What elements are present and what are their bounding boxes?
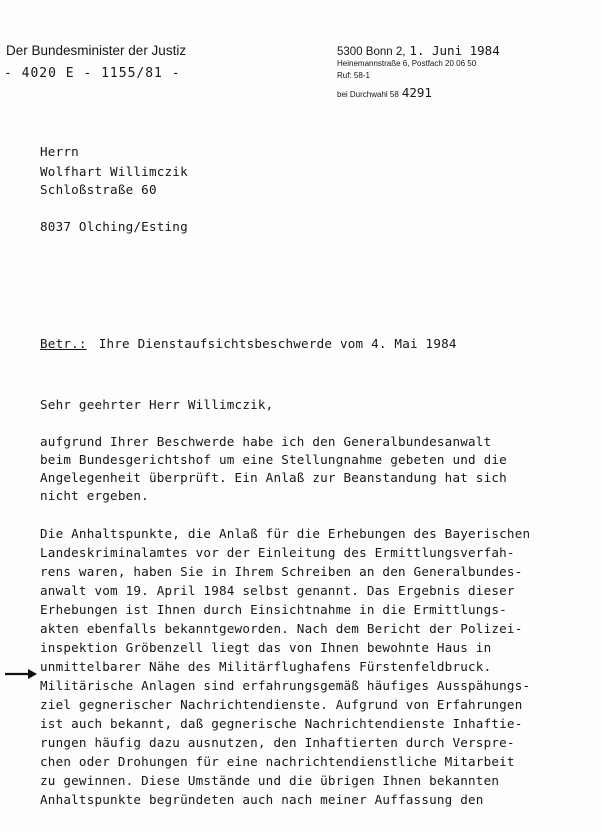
date: 1. Juni 1984 [409, 43, 500, 58]
extension-number: 4291 [401, 85, 432, 100]
text-line: Anhaltspunkte begründeten auch nach meiner Auffassung den [40, 792, 484, 807]
recipient-city: 8037 Olching/Esting [40, 219, 188, 234]
sender-name: Der Bundesminister der Justiz [6, 43, 187, 58]
text-line: Erhebungen ist Ihnen durch Einsichtnahme in die Ermittlungs- [40, 602, 507, 617]
ministry-address: Heinemannstraße 6, Postfach 20 06 50 [337, 59, 477, 68]
text-line: Militärische Anlagen sind erfahrungsgemäß häufiges Ausspähungs- [40, 678, 531, 693]
place: 5300 Bonn 2, [337, 46, 406, 58]
text-line: nicht ergeben. [40, 488, 149, 503]
text-line: anwalt vom 19. April 1984 selbst genannt. Das Ergebnis dieser [40, 583, 515, 598]
text-line: chen oder Drohungen für eine nachrichtendienstliche Mitarbeit [40, 754, 515, 769]
text-line: Landeskriminalamtes vor der Einleitung des Ermittlungsverfah- [40, 545, 515, 560]
text-line: ziel gegnerischer Nachrichtendienste. Aufgrund von Erfahrungen [40, 697, 523, 712]
phone-number: Ruf: 58-1 [337, 71, 370, 80]
subject-line [40, 336, 457, 351]
file-reference: - 4020 E - 1155/81 - [4, 66, 181, 81]
text-line: Angelegenheit überprüft. Ein Anlaß zur Beanstandung hat sich [40, 470, 507, 485]
subject-text: Ihre Dienstaufsichtsbeschwerde vom 4. Mai 1984 [98, 336, 457, 351]
text-line: zu gewinnen. Diese Umstände und die übrigen Ihnen bekannten [40, 773, 500, 788]
recipient-title: Herrn [40, 144, 79, 159]
text-line: aufgrund Ihrer Beschwerde habe ich den Generalbundesanwalt [40, 434, 492, 449]
text-line: rungen häufig dazu ausnutzen, den Inhaftierten durch Verspre- [40, 735, 515, 750]
text-line: ist auch bekannt, daß gegnerische Nachrichtendienste Inhaftie- [40, 716, 523, 731]
text-line: inspektion Gröbenzell liegt das von Ihnen bewohnte Haus in [40, 640, 492, 655]
text-line: beim Bundesgerichtshof um eine Stellungnahme gebeten und die [40, 452, 507, 467]
text-line: Die Anhaltspunkte, die Anlaß für die Erhebungen des Bayerischen [40, 526, 531, 541]
recipient-name: Wolfhart Willimczik [40, 164, 188, 179]
text-line: unmittelbarer Nähe des Militärflughafens Fürstenfeldbruck. [40, 659, 492, 674]
extension-label: bei Durchwahl 58 [337, 90, 399, 99]
arrow-right-icon [4, 667, 38, 681]
place-date [337, 43, 500, 58]
text-line: rens waren, haben Sie in Ihrem Schreiben an den Generalbundes- [40, 564, 523, 579]
subject-label: Betr.: [40, 336, 87, 351]
greeting: Sehr geehrter Herr Willimczik, [40, 397, 274, 412]
extension-line [337, 85, 432, 100]
text-line: akten ebenfalls bekanntgeworden. Nach dem Bericht der Polizei- [40, 621, 523, 636]
recipient-street: Schloßstraße 60 [40, 182, 157, 197]
